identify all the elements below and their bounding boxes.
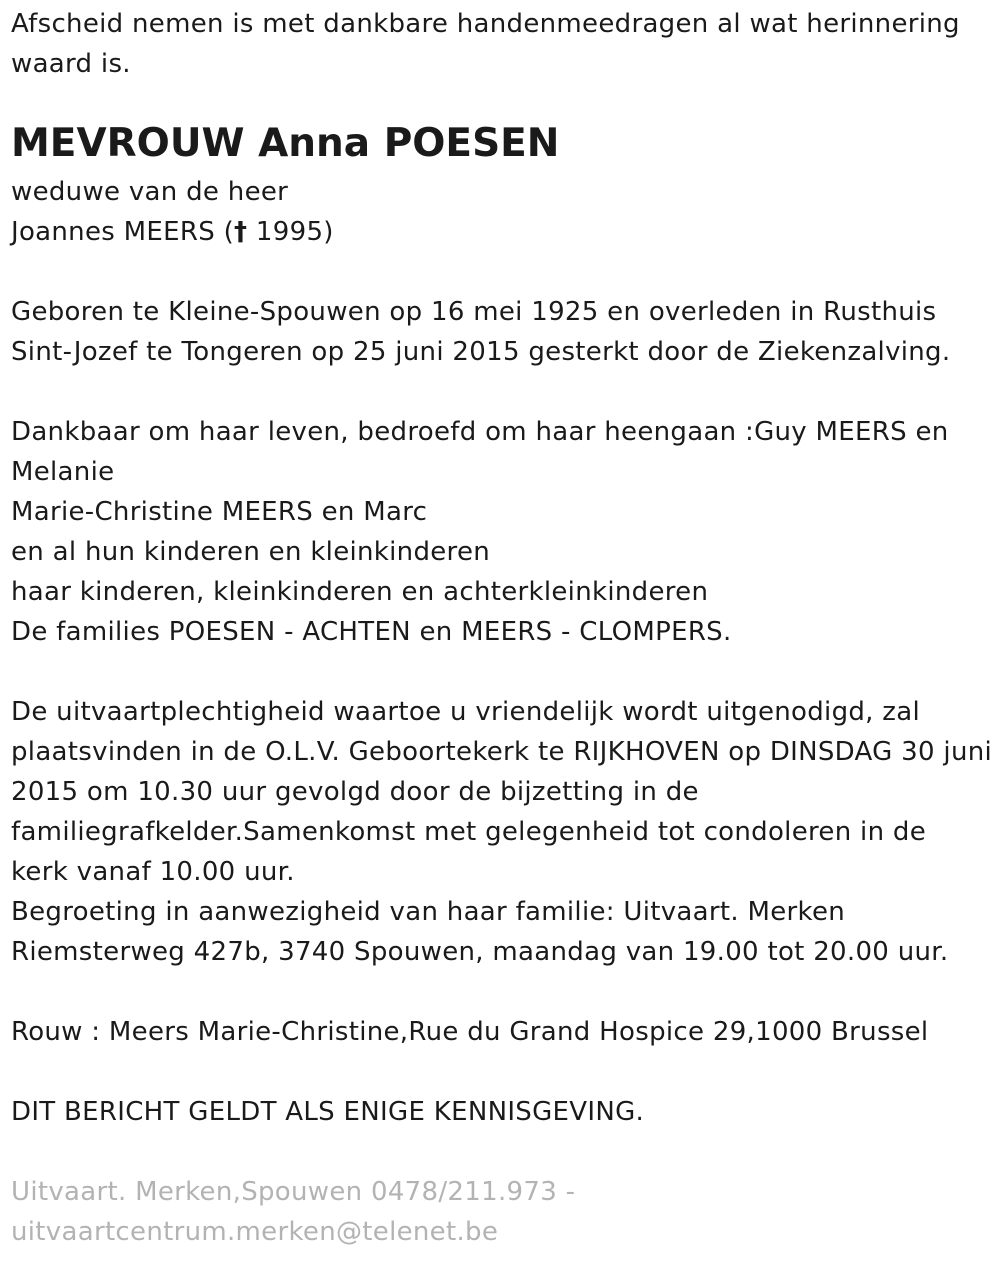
funeral-line: plaatsvinden in de O.L.V. Geboortekerk te RIJKHOVEN op DINSDAG 30 juni: [11, 737, 993, 767]
funeral-paragraph: [11, 692, 991, 972]
family-line: Dankbaar om haar leven, bedroefd om haar heengaan :Guy MEERS en: [11, 417, 949, 447]
paragraph-gap: [11, 372, 991, 412]
footer-line: uitvaartcentrum.merken@telenet.be: [11, 1217, 499, 1247]
paragraph-gap: [11, 1132, 991, 1172]
paragraph-gap: [11, 1052, 991, 1092]
family-paragraph: [11, 412, 991, 652]
paragraph-gap: [11, 252, 991, 292]
funeral-line: kerk vanaf 10.00 uur.: [11, 857, 295, 887]
family-line: en al hun kinderen en kleinkinderen: [11, 537, 491, 567]
birth-death-line: Sint-Jozef te Tongeren op 25 juni 2015 gesterkt door de Ziekenzalving.: [11, 337, 951, 367]
family-line: haar kinderen, kleinkinderen en achterkleinkinderen: [11, 577, 709, 607]
funeral-line: Riemsterweg 427b, 3740 Spouwen, maandag van 19.00 tot 20.00 uur.: [11, 937, 949, 967]
paragraph-gap: [11, 652, 991, 692]
intro-line: Afscheid nemen is met dankbare handenmeedragen al wat herinnering: [11, 9, 960, 39]
deceased-name: MEVROUW Anna POESEN: [11, 121, 560, 166]
birth-death-paragraph: [11, 292, 991, 372]
mourning-address: Rouw : Meers Marie-Christine,Rue du Grand Hospice 29,1000 Brussel: [11, 1017, 929, 1047]
intro-line: waard is.: [11, 49, 131, 79]
funeral-line: De uitvaartplechtigheid waartoe u vriendelijk wordt uitgenodigd, zal: [11, 697, 921, 727]
family-line: Melanie: [11, 457, 115, 487]
spouse-name: Joannes MEERS (: [11, 217, 235, 247]
funeral-home-footer: [11, 1172, 991, 1252]
footer-line: Uitvaart. Merken,Spouwen 0478/211.973 -: [11, 1177, 576, 1207]
birth-death-line: Geboren te Kleine-Spouwen op 16 mei 1925 en overleden in Rusthuis: [11, 297, 937, 327]
notice-text: DIT BERICHT GELDT ALS ENIGE KENNISGEVING.: [11, 1097, 645, 1127]
family-line: De families POESEN - ACHTEN en MEERS - CLOMPERS.: [11, 617, 732, 647]
obituary-notice: [11, 4, 991, 1252]
funeral-line: 2015 om 10.30 uur gevolgd door de bijzetting in de: [11, 777, 699, 807]
cross-icon: †: [234, 217, 248, 247]
intro-text: [11, 4, 991, 84]
spouse-info: [11, 172, 991, 252]
spouse-line: weduwe van de heer: [11, 177, 289, 207]
spouse-death-year: 1995): [247, 217, 334, 247]
funeral-line: familiegrafkelder.Samenkomst met gelegenheid tot condoleren in de: [11, 817, 927, 847]
family-line: Marie-Christine MEERS en Marc: [11, 497, 428, 527]
funeral-line: Begroeting in aanwezigheid van haar familie: Uitvaart. Merken: [11, 897, 846, 927]
spouse-name-line: [11, 212, 991, 252]
paragraph-gap: [11, 972, 991, 1012]
